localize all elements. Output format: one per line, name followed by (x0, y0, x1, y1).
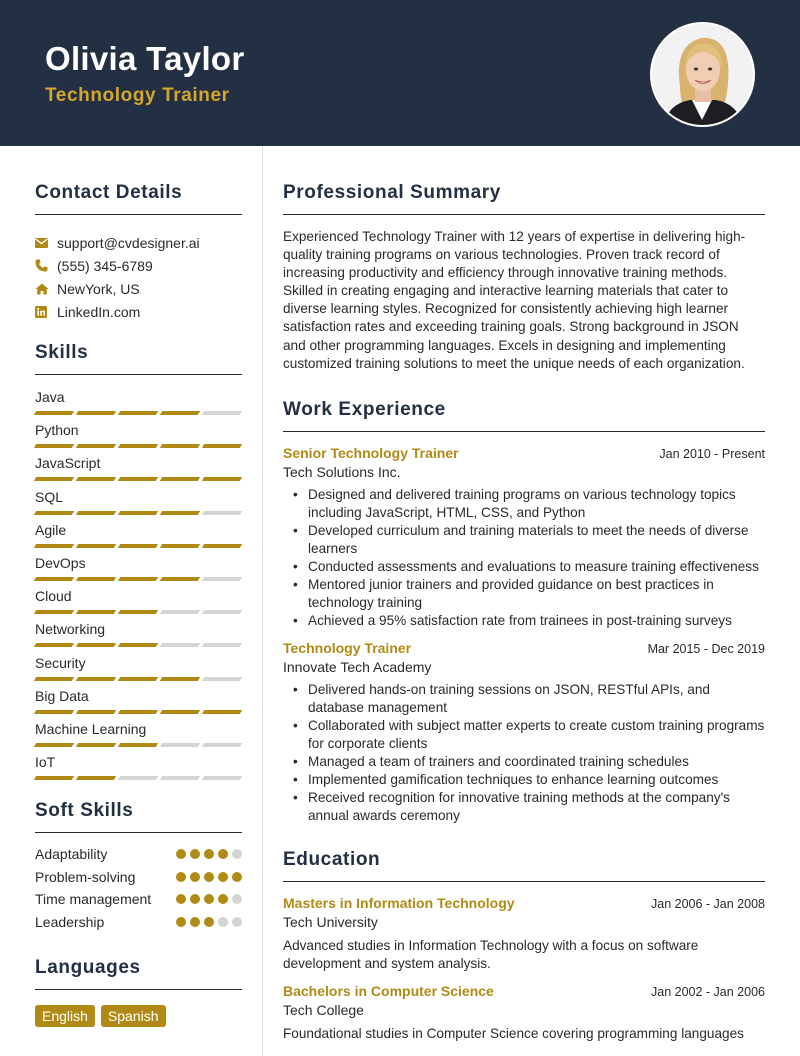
skill-level-segment (202, 710, 242, 714)
skill-label: Java (35, 389, 65, 405)
skill-level-segment (34, 411, 74, 415)
candidate-name: Olivia Taylor (45, 40, 245, 77)
skill-item (35, 488, 242, 521)
education-entry (283, 983, 765, 1043)
skill-level-segment (202, 610, 242, 614)
job-company: Innovate Tech Academy (283, 658, 432, 675)
skill-label: Security (35, 654, 86, 671)
skill-level-segment (160, 776, 200, 780)
contact-phone (35, 254, 242, 277)
skill-level-bar (35, 544, 242, 548)
soft-skill-rating (176, 917, 242, 927)
degree-title: Bachelors in Computer Science (283, 983, 494, 1000)
portrait-image (652, 24, 753, 125)
skill-level-segment (118, 643, 158, 647)
skill-level-segment (202, 444, 242, 448)
skills-list (35, 388, 242, 786)
skill-level-segment (202, 544, 242, 548)
skill-level-segment (34, 444, 74, 448)
degree-title: Masters in Information Technology (283, 895, 515, 912)
summary-section (283, 182, 765, 373)
skill-label: Cloud (35, 588, 72, 605)
soft-skills-list (35, 844, 242, 932)
contact-location (35, 277, 242, 300)
skill-item (35, 521, 242, 554)
skill-item (35, 687, 242, 720)
rating-dot (190, 894, 200, 904)
soft-skill-item (35, 844, 242, 864)
bullet-item: • Delivered hands-on training sessions on JSON, RESTful APIs, and database management (291, 681, 765, 717)
rating-dot (204, 849, 214, 859)
soft-skill-rating (176, 849, 242, 859)
skills-section (35, 342, 242, 786)
skills-heading: Skills (35, 342, 242, 375)
skill-item (35, 620, 242, 653)
contact-phone-text[interactable]: (555) 345-6789 (57, 257, 153, 274)
bullet-item: • Implemented gamification techniques to enhance learning outcomes (291, 771, 765, 789)
bullet-item: • Designed and delivered training programs on various technology topics including JavaScript, HTML, CSS, and Python (291, 486, 765, 522)
contact-email-text[interactable]: support@cvdesigner.ai (57, 234, 200, 251)
skill-level-bar (35, 577, 242, 581)
skill-label: Big Data (35, 687, 89, 704)
skill-level-segment (118, 743, 158, 747)
rating-dot (176, 872, 186, 882)
skill-level-segment (160, 544, 200, 548)
skill-level-segment (202, 477, 242, 481)
rating-dot (176, 894, 186, 904)
languages-section (35, 957, 242, 1027)
contact-linkedin (35, 300, 242, 323)
soft-skill-label: Time management (35, 891, 152, 908)
skill-level-segment (202, 776, 242, 780)
experience-heading: Work Experience (283, 399, 765, 432)
soft-skills-section (35, 800, 242, 932)
rating-dot (190, 872, 200, 882)
skill-level-segment (118, 610, 158, 614)
skill-item (35, 421, 242, 454)
skill-level-segment (34, 776, 74, 780)
skill-level-segment (76, 411, 116, 415)
skill-level-segment (76, 477, 116, 481)
skill-item (35, 753, 242, 786)
skill-level-segment (118, 677, 158, 681)
rating-dot (218, 849, 228, 859)
skill-label: IoT (35, 754, 56, 771)
skill-level-segment (202, 677, 242, 681)
candidate-title: Technology Trainer (45, 85, 230, 106)
skill-level-bar (35, 411, 242, 415)
skill-level-segment (118, 444, 158, 448)
skill-level-segment (118, 511, 158, 515)
skill-level-bar (35, 444, 242, 448)
education-entry (283, 895, 765, 973)
skill-level-segment (118, 776, 158, 780)
skill-level-segment (34, 544, 74, 548)
soft-skill-rating (176, 894, 242, 904)
skill-level-bar (35, 677, 242, 681)
phone-icon (35, 259, 57, 272)
education-description: Foundational studies in Computer Science covering programming languages (283, 1026, 744, 1042)
rating-dot (232, 894, 242, 904)
skill-item (35, 388, 242, 421)
skill-level-segment (160, 511, 200, 515)
job-date: Jan 2010 - Present (659, 446, 765, 461)
skill-level-segment (202, 743, 242, 747)
education-section (283, 849, 765, 1043)
skill-level-segment (76, 776, 116, 780)
soft-skill-item (35, 912, 242, 932)
column-divider (262, 146, 263, 1056)
job-entry (283, 445, 765, 631)
job-bullets (291, 486, 765, 631)
home-icon (35, 283, 57, 295)
skill-level-segment (160, 411, 200, 415)
envelope-icon (35, 238, 57, 248)
skill-level-segment (160, 743, 200, 747)
skill-label: Python (35, 422, 79, 439)
skill-level-segment (76, 610, 116, 614)
skill-level-segment (76, 710, 116, 714)
bullet-item: • Managed a team of trainers and coordinated training schedules (291, 753, 765, 771)
soft-skills-heading: Soft Skills (35, 800, 242, 833)
linkedin-icon (35, 306, 57, 318)
summary-text: Experienced Technology Trainer with 12 years of expertise in delivering high-quality training programs on various technologies. Proven track record of increasing productivity and efficiency through innovative training methods. Skilled in creating engaging and interactive learning materials that cater to diverse learning styles. Recognized for consistently achieving high learner satisfaction rates and exceeding training goals. Strong background in JSON and other programming languages. Excels in designing and implementing customized training solutions to meet the unique needs of each organization. (283, 229, 746, 371)
summary-heading: Professional Summary (283, 182, 765, 215)
skill-level-bar (35, 743, 242, 747)
left-column (35, 146, 242, 1027)
skill-level-segment (34, 677, 74, 681)
rating-dot (232, 917, 242, 927)
skill-item (35, 654, 242, 687)
skill-item (35, 587, 242, 620)
rating-dot (204, 917, 214, 927)
skill-level-segment (202, 511, 242, 515)
skill-level-bar (35, 511, 242, 515)
skill-level-segment (76, 544, 116, 548)
skill-level-segment (34, 610, 74, 614)
skill-level-segment (118, 710, 158, 714)
job-entry (283, 640, 765, 826)
school-name: Tech College (283, 1002, 364, 1019)
skill-level-segment (76, 444, 116, 448)
language-tag: English (35, 1005, 95, 1027)
skill-level-segment (118, 411, 158, 415)
skill-level-segment (160, 710, 200, 714)
contact-email (35, 231, 242, 254)
profile-photo (650, 22, 755, 127)
skill-level-segment (118, 477, 158, 481)
job-company: Tech Solutions Inc. (283, 463, 401, 480)
skill-level-segment (118, 577, 158, 581)
skill-label: JavaScript (35, 455, 101, 472)
skill-level-segment (34, 477, 74, 481)
rating-dot (204, 894, 214, 904)
skill-level-bar (35, 710, 242, 714)
skill-label: Agile (35, 521, 67, 538)
skill-level-segment (34, 577, 74, 581)
rating-dot (232, 872, 242, 882)
bullet-item: • Conducted assessments and evaluations to measure training effectiveness (291, 558, 765, 576)
skill-level-segment (76, 511, 116, 515)
soft-skill-label: Leadership (35, 913, 105, 930)
rating-dot (218, 894, 228, 904)
job-title: Senior Technology Trainer (283, 444, 459, 461)
skill-label: SQL (35, 488, 64, 505)
bullet-item: • Mentored junior trainers and provided guidance on best practices in technology training (291, 576, 765, 612)
soft-skill-rating (176, 872, 242, 882)
contact-linkedin-text[interactable]: LinkedIn.com (57, 303, 141, 320)
rating-dot (218, 872, 228, 882)
education-description: Advanced studies in Information Technology with a focus on software development and system analysis. (283, 938, 699, 972)
soft-skill-item (35, 889, 242, 909)
skill-level-segment (34, 643, 74, 647)
skill-level-segment (34, 511, 74, 515)
job-bullets (291, 681, 765, 826)
bullet-item: • Received recognition for innovative training methods at the company's annual awards ceremony (291, 789, 765, 825)
rating-dot (176, 849, 186, 859)
bullet-item: • Achieved a 95% satisfaction rate from trainees in post-training surveys (291, 612, 765, 630)
skill-level-bar (35, 477, 242, 481)
rating-dot (190, 917, 200, 927)
skill-level-bar (35, 610, 242, 614)
school-name: Tech University (283, 914, 378, 931)
skill-level-segment (160, 677, 200, 681)
job-date: Mar 2015 - Dec 2019 (647, 641, 765, 656)
skill-level-bar (35, 776, 242, 780)
contact-section (35, 182, 242, 323)
education-date: Jan 2006 - Jan 2008 (651, 897, 765, 912)
skill-level-segment (160, 477, 200, 481)
skill-item (35, 720, 242, 753)
education-date: Jan 2002 - Jan 2006 (651, 985, 765, 1000)
skill-level-segment (76, 743, 116, 747)
skill-level-segment (202, 643, 242, 647)
soft-skill-label: Problem-solving (35, 868, 136, 885)
experience-section (283, 399, 765, 826)
skill-level-segment (160, 610, 200, 614)
skill-item (35, 454, 242, 487)
skill-level-segment (34, 710, 74, 714)
rating-dot (176, 917, 186, 927)
skill-level-segment (202, 411, 242, 415)
bullet-item: • Collaborated with subject matter experts to create custom training programs for corporate clients (291, 717, 765, 753)
skill-label: DevOps (35, 554, 86, 571)
skill-level-segment (160, 577, 200, 581)
skill-level-segment (202, 577, 242, 581)
skill-level-bar (35, 643, 242, 647)
skill-label: Machine Learning (35, 720, 147, 737)
rating-dot (204, 872, 214, 882)
contact-heading: Contact Details (35, 182, 242, 215)
skill-level-segment (76, 643, 116, 647)
skill-level-segment (160, 643, 200, 647)
bullet-item: • Developed curriculum and training materials to meet the needs of diverse learners (291, 522, 765, 558)
languages-heading: Languages (35, 957, 242, 990)
skill-label: Networking (35, 621, 106, 638)
soft-skill-label: Adaptability (35, 846, 108, 863)
skill-level-segment (34, 743, 74, 747)
language-tag: Spanish (101, 1005, 166, 1027)
skill-level-segment (76, 577, 116, 581)
skill-level-segment (76, 677, 116, 681)
skill-item (35, 554, 242, 587)
skill-level-segment (118, 544, 158, 548)
resume-header (0, 0, 800, 146)
job-title: Technology Trainer (283, 639, 412, 656)
skill-level-segment (160, 444, 200, 448)
right-column (283, 146, 765, 1044)
rating-dot (190, 849, 200, 859)
rating-dot (218, 917, 228, 927)
soft-skill-item (35, 867, 242, 887)
rating-dot (232, 849, 242, 859)
language-tags (35, 1005, 242, 1027)
contact-location-text: NewYork, US (57, 280, 140, 297)
education-heading: Education (283, 849, 765, 882)
